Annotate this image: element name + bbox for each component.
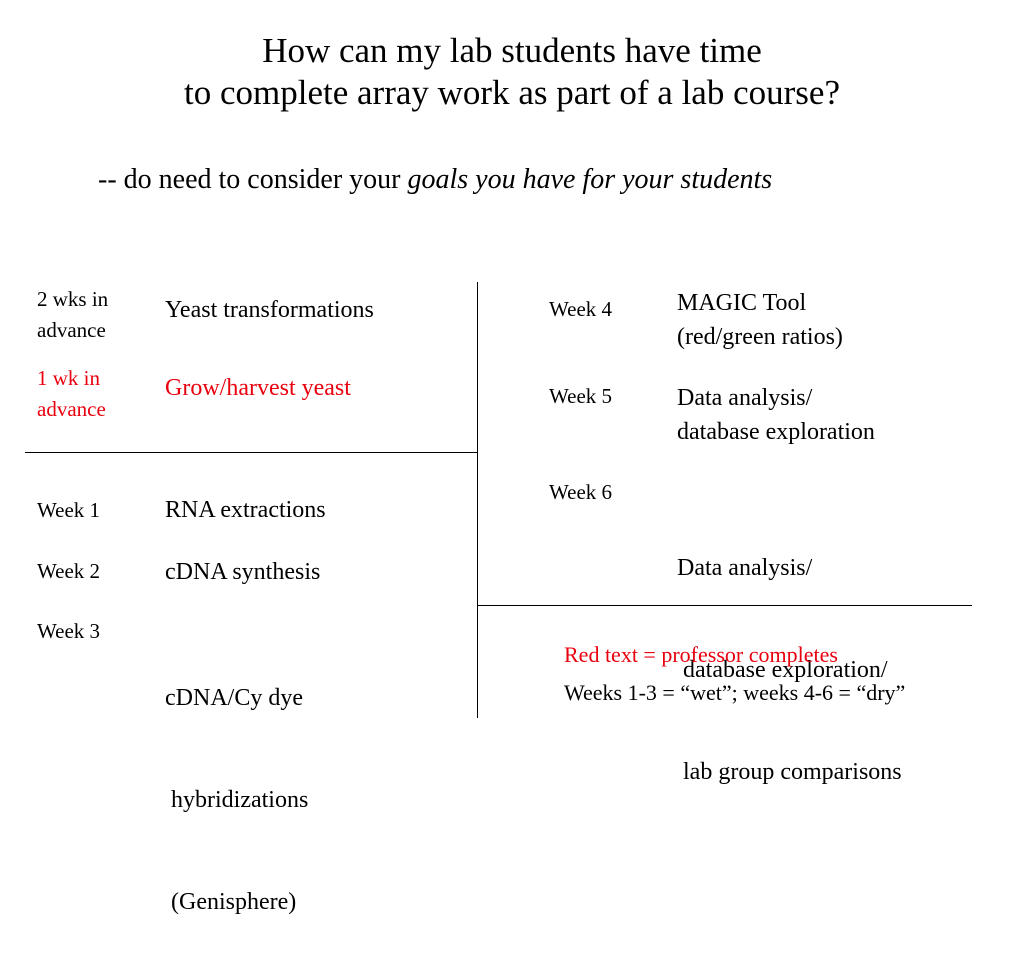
slide-title-line-2: to complete array work as part of a lab course?: [184, 73, 840, 112]
schedule-when-week-3: [37, 616, 100, 647]
task-line: database exploration: [677, 419, 875, 445]
schedule-when-week-2: [37, 556, 100, 587]
wet-dry-note: Weeks 1-3 = “wet”; weeks 4-6 = “dry”: [564, 680, 906, 705]
schedule-when-week-6: [549, 477, 612, 508]
task-line: Data analysis/: [677, 385, 813, 411]
when-line: Week 1: [37, 498, 101, 522]
schedule-when-prep-1wk: [37, 363, 106, 425]
slide-subtitle: [98, 162, 772, 198]
schedule-task-cdna-synthesis: [165, 555, 320, 589]
schedule-when-prep-2wks: [37, 284, 108, 346]
schedule-when-week-5: [549, 381, 612, 412]
schedule-task-magic-tool: [677, 286, 843, 354]
when-line: 1 wk in: [37, 366, 100, 390]
schedule-task-data-analysis-week-5: [677, 381, 875, 449]
task-line: cDNA/Cy dye: [165, 685, 303, 711]
task-line: RNA extractions: [165, 497, 326, 523]
task-line: database exploration/: [677, 657, 888, 683]
task-line: MAGIC Tool: [677, 290, 807, 316]
when-line: Week 5: [549, 384, 613, 408]
task-line: Yeast transformations: [165, 297, 374, 323]
when-line: Week 2: [37, 559, 101, 583]
task-line: hybridizations: [165, 787, 309, 813]
subtitle-prefix: -- do need to consider your: [98, 164, 408, 195]
when-line: 2 wks in: [37, 287, 109, 311]
schedule-when-week-4: [549, 294, 612, 325]
slide-title-line-1: How can my lab students have time: [262, 31, 762, 70]
task-line: Grow/harvest yeast: [165, 375, 351, 401]
task-line: (red/green ratios): [677, 324, 843, 350]
schedule-task-rna-extractions: [165, 493, 326, 527]
professor-note: Red text = professor completes: [564, 642, 838, 667]
schedule-task-yeast-transformations: [165, 293, 374, 327]
schedule-vertical-divider: [477, 282, 478, 718]
task-line: cDNA synthesis: [165, 559, 321, 585]
schedule-when-week-1: [37, 495, 100, 526]
when-line: Week 4: [549, 297, 613, 321]
prep-week-divider: [25, 452, 478, 453]
task-line: (Genisphere): [165, 889, 297, 915]
schedule-task-hybridizations: [165, 613, 308, 953]
task-line: lab group comparisons: [677, 759, 902, 785]
slide-title: [0, 30, 1024, 114]
when-line: advance: [37, 318, 106, 342]
when-line: Week 6: [549, 480, 613, 504]
schedule-task-grow-harvest-yeast: [165, 371, 351, 405]
subtitle-emphasis: goals you have for your students: [407, 164, 773, 195]
when-line: advance: [37, 397, 106, 421]
task-line: Data analysis/: [677, 555, 813, 581]
when-line: Week 3: [37, 619, 101, 643]
